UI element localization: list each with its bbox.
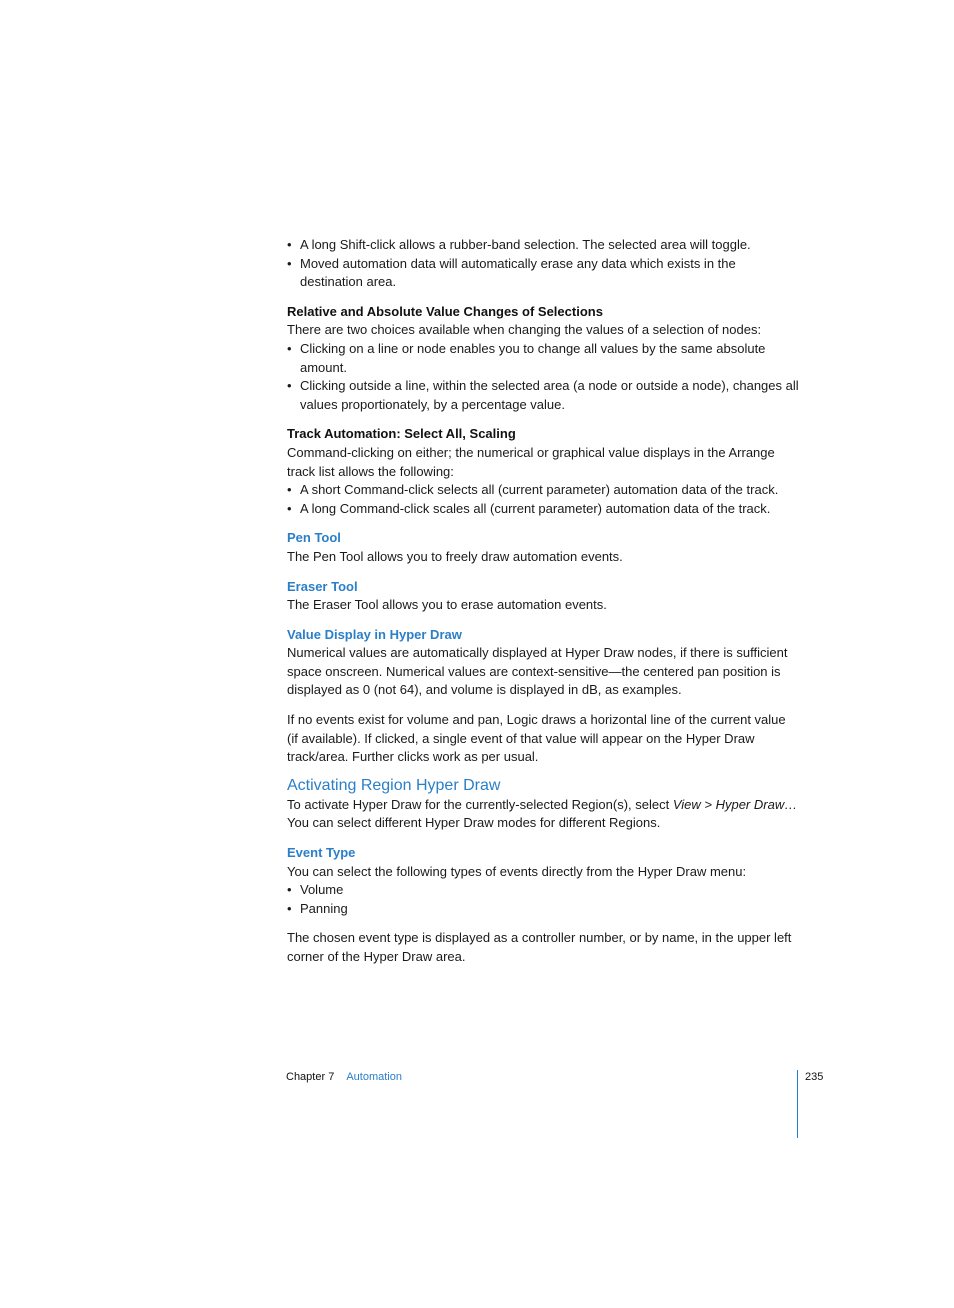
list-item [287,900,799,919]
activating-text-start: To activate Hyper Draw for the currently-selected Region(s), select [287,796,673,812]
footer-chapter [286,1070,402,1085]
footer-divider [797,1070,798,1138]
bullet-text: A long Command-click scales all (current parameter) automation data of the track. [300,500,771,516]
bullet-text: A short Command-click selects all (current parameter) automation data of the track. [300,482,779,498]
bullet-icon: • [287,500,292,516]
paragraph: The Eraser Tool allows you to erase automation events. [287,597,607,613]
section-heading-eraser-tool: Eraser Tool [287,578,358,594]
event-type-bullet-list [287,881,799,918]
bullet-text: Clicking outside a line, within the selected area (a node or outside a node), changes all values proportionately, by a percentage value. [300,378,799,412]
paragraph: Numerical values are automatically displayed at Hyper Draw nodes, if there is sufficient space onscreen. Numerical values are context-sensitive—the centered pan position is displayed as 0 (not 64), and volume is displayed in dB, as examples. [287,645,788,698]
bullet-icon: • [287,378,292,394]
bullet-text: Volume [300,882,344,898]
bullet-icon: • [287,900,292,916]
bullet-icon: • [287,255,292,271]
activating-text-end: You can select different Hyper Draw modes for different Regions. [287,815,661,831]
paragraph: There are two choices available when changing the values of a selection of nodes: [287,322,762,338]
paragraph: You can select the following types of events directly from the Hyper Draw menu: [287,863,747,879]
list-item [287,377,799,414]
list-item [287,481,799,500]
list-item [287,881,799,900]
section-heading-track: Track Automation: Select All, Scaling [287,426,516,442]
paragraph: The chosen event type is displayed as a controller number, or by name, in the upper left corner of the Hyper Draw area. [287,930,792,964]
page-number: 235 [805,1071,824,1083]
bullet-text: A long Shift-click allows a rubber-band selection. The selected area will toggle. [300,237,751,252]
bullet-icon: • [287,237,292,252]
bullet-text: Panning [300,900,348,916]
bullet-icon: • [287,340,292,356]
relative-bullet-list [287,340,799,414]
list-item [287,255,799,292]
bullet-icon: • [287,882,292,898]
page-content [287,236,799,967]
paragraph: If no events exist for volume and pan, Logic draws a horizontal line of the current value (if available). If clicked, a single event of that value will appear on the Hyper Draw track/area. Further clicks work as per usual. [287,712,786,765]
track-bullet-list [287,481,799,518]
list-item [287,236,799,255]
menu-path: View > Hyper Draw… [672,796,798,812]
chapter-label: Chapter 7 [286,1071,335,1083]
bullet-text: Moved automation data will automatically erase any data which exists in the destination area. [300,255,736,290]
list-item [287,500,799,519]
list-item [287,340,799,377]
bullet-text: Clicking on a line or node enables you to change all values by the same absolute amount. [300,340,766,375]
section-heading-value-display: Value Display in Hyper Draw [287,626,462,642]
section-heading-relative: Relative and Absolute Value Changes of Selections [287,303,603,319]
section-heading-activating: Activating Region Hyper Draw [287,776,501,794]
paragraph: The Pen Tool allows you to freely draw automation events. [287,548,623,564]
intro-bullet-list [287,236,799,292]
paragraph: Command-clicking on either; the numerical or graphical value displays in the Arrange track list allows the following: [287,444,775,479]
section-heading-pen-tool: Pen Tool [287,530,341,546]
section-heading-event-type: Event Type [287,845,356,861]
bullet-icon: • [287,482,292,498]
chapter-name: Automation [346,1071,402,1083]
paragraph-activating [287,796,799,833]
